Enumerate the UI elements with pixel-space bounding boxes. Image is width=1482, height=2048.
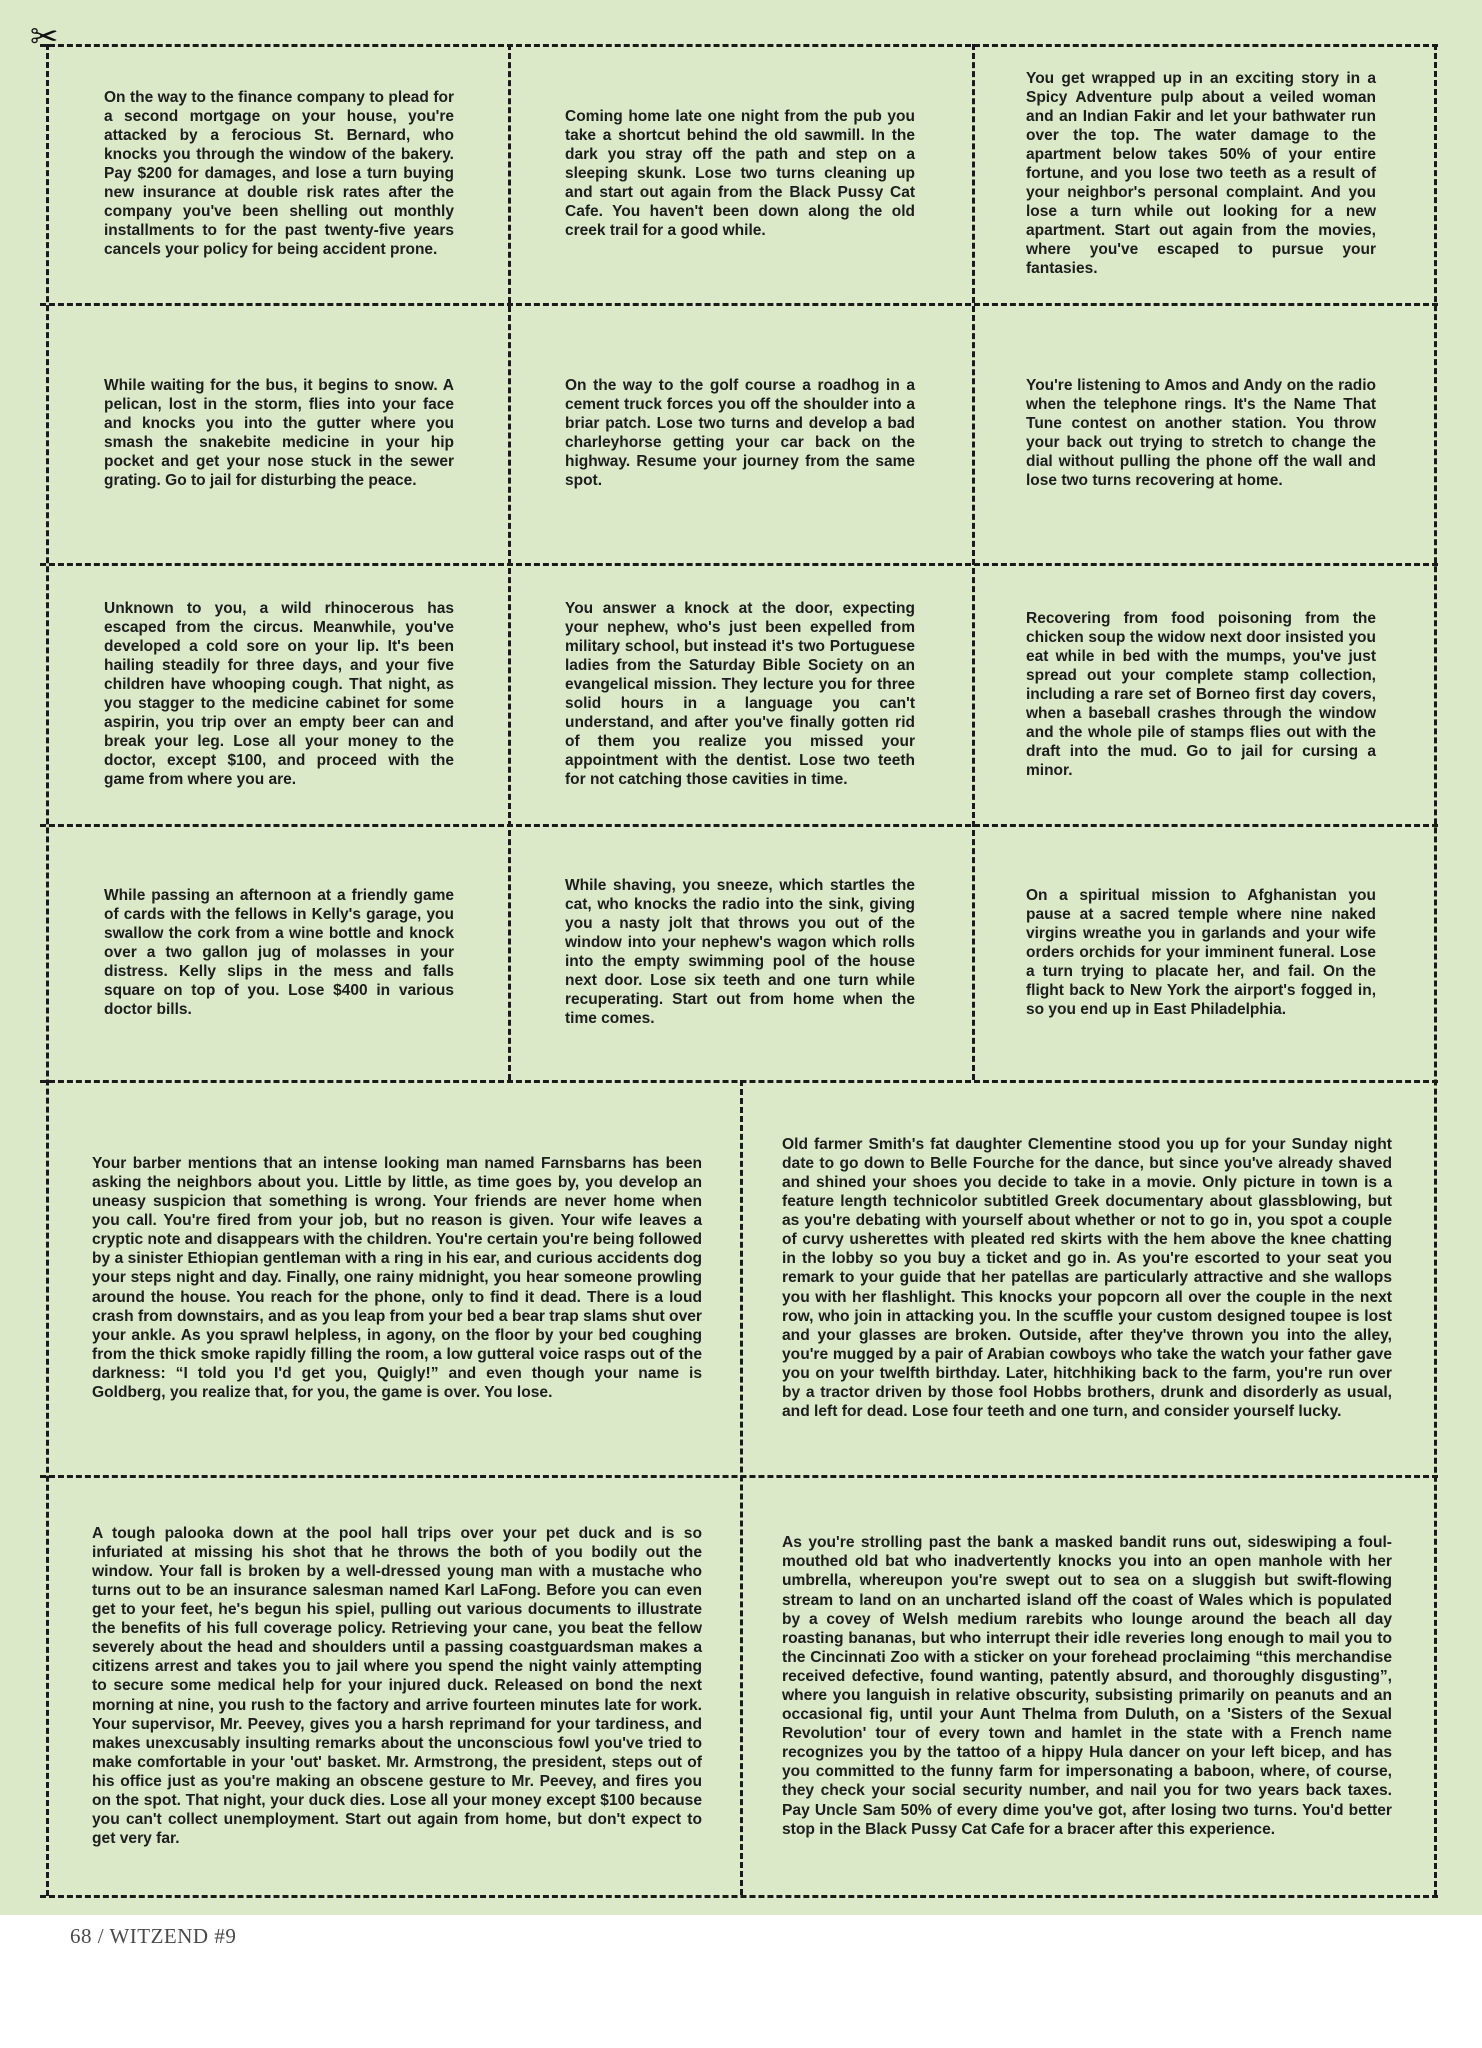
card-text: A tough palooka down at the pool hall trips over your pet duck and is so infuriated at missing his shot that he throws the both of you bodily out the window. Your fall is broken by a well-dressed young man with a mustache who turns out to be an insurance salesman named Karl LaFong. Before you can even get to your feet, he's begun his spiel, pulling out various documents to illustrate the benefits of his full coverage policy. Retrieving your cane, you beat the fellow severely about the head and shoulders until a passing coastguardsman makes a citizens arrest and takes you to jail where you spend the night vainly attempting to secure some medical help for your injured duck. Released on bond the next morning at nine, you rush to the factory and arrive fourteen minutes late for work. Your supervisor, Mr. Peevey, gives you a harsh reprimand for your tardiness, and makes unexcusably insulting remarks about the unconscious fowl you've tried to make comfortable in your 'out' basket. Mr. Armstrong, the president, steps out of his office just as you're making an obscene gesture to Mr. Peevey, and fires you on the spot. That night, your duck dies. Lose all your money except $100 because you can't collect unemployment. Start out again from home, but don't expect to get very far. xyxy=(92,1524,702,1848)
cut-line xyxy=(740,1080,743,1895)
card-text: Old farmer Smith's fat daughter Clementine stood you up for your Sunday night date to go down to Belle Fourche for the dance, but since you've already shaved and shined your shoes you decide to take in a movie. Only picture in town is a feature length technicolor subtitled Greek documentary about glassblowing, but as you're debating with yourself about whether or not to go in, you spot a couple of curvy usherettes with pleated red skirts with the hem above the knee chatting in the lobby so you buy a ticket and go in. As you're escorted to your seat you remark to your guide that her patellas are particularly attractive and she wallops you with her flashlight. This knocks your popcorn all over the couple in the next row, who join in attacking you. In the scuffle your custom designed toupee is lost and your glasses are broken. Outside, after they've thrown you into the alley, you're mugged by a pair of Arabian cowboys who take the watch your father gave you on your twelfth birthday. Later, hitchhiking back to the farm, you're run over by a tractor driven by those fool Hobbs brothers, drunk and disorderly as usual, and left for dead. Lose four teeth and one turn, and consider yourself lucky. xyxy=(782,1135,1392,1421)
cut-line xyxy=(46,44,49,1896)
cut-line xyxy=(40,1895,1438,1898)
cut-line xyxy=(40,44,1438,47)
scissors-icon: ✂ xyxy=(30,17,59,57)
game-card xyxy=(104,316,454,550)
card-text: As you're strolling past the bank a masked bandit runs out, sideswiping a foul-mouthed old bat who inadvertently knocks you into an open manhole with her umbrella, whereupon you're swept out to sea on a sluggish but swift-flowing stream to land on an uncharted island off the coast of Wales which is populated by a covey of Welsh medium rarebits who lounge around the beach all day roasting bananas, but who interrupt their idle reveries long enough to mail you to the Cincinnati Zoo with a sticker on your forehead proclaiming “this merchandise received defective, found wanting, patently absurd, and thoroughly disgusting”, where you languish in relative obscurity, subsisting primarily on peanuts and an occasional fig, until your Aunt Thelma from Duluth, on a 'Sisters of the Sexual Revolution' tour of every town and hamlet in the state with a French name recognizes you by the tattoo of a hippy Hula dancer on your left bicep, and has you committed to the funny farm for impersonating a baboon, where, of course, they check your social security number, and nail you for two years back taxes. Pay Uncle Sam 50% of every dime you've got, after losing two turns. You'd better stop in the Black Pussy Cat Cafe for a bracer after this experience. xyxy=(782,1534,1392,1838)
cut-line xyxy=(972,44,975,1080)
card-text: While passing an afternoon at a friendly game of cards with the fellows in Kelly's garage, you swallow the cork from a wine bottle and knock over a two gallon jug of molasses in your distress. Kelly slips in the mess and falls square on top of you. Lose $400 in various doctor bills. xyxy=(104,886,454,1018)
game-card xyxy=(92,1486,702,1886)
card-text: Coming home late one night from the pub you take a shortcut behind the old sawmill. In the dark you stray off the path and step on a sleeping skunk. Lose two turns cleaning up and start out again from the Black Pussy Cat Cafe. You haven't been down along the old creek trail for a good while. xyxy=(565,107,915,239)
card-text: You're listening to Amos and Andy on the radio when the telephone rings. It's the Name That Tune contest on another station. You throw your back out trying to stretch to change the dial without pulling the phone off the wall and lose two turns recovering at home. xyxy=(1026,377,1376,489)
cut-line xyxy=(1434,44,1437,1896)
card-text: On the way to the finance company to plead for a second mortgage on your house, you're attacked by a ferocious St. Bernard, who knocks you through the window of the bakery. Pay $200 for damages, and lose a turn buying new insurance at double risk rates after the company you've been shelling out monthly installments to for the past twenty-five years cancels your policy for being accident prone. xyxy=(104,88,454,258)
game-card xyxy=(782,1486,1392,1886)
game-card xyxy=(565,576,915,812)
card-text: Unknown to you, a wild rhinocerous has escaped from the circus. Meanwhile, you've developed a cold sore on your lip. It's been hailing steadily for three days, and your five children have whooping cough. That night, as you stagger to the medicine cabinet for some aspirin, you trip over an empty beer can and break your leg. Lose all your money to the doctor, except $100, and proceed with the game from where you are. xyxy=(104,600,454,788)
game-card xyxy=(565,56,915,290)
card-text: You answer a knock at the door, expecting your nephew, who's just been expelled from military school, but instead it's two Portuguese ladies from the Saturday Bible Society on an evangelical mission. They lecture you for three solid hours in a language you can't understand, and after you've finally gotten rid of them you realize you missed your appointment with the dentist. Lose two teeth for not catching those cavities in time. xyxy=(565,600,915,788)
game-card xyxy=(104,576,454,812)
card-text: On a spiritual mission to Afghanistan you pause at a sacred temple where nine naked virgins wreathe you in garlands and your wife orders orchids for your imminent funeral. Lose a turn trying to placate her, and fail. On the flight back to New York the airport's fogged in, so you end up in East Philadelphia. xyxy=(1026,886,1376,1018)
game-card xyxy=(104,836,454,1068)
card-text: Recovering from food poisoning from the chicken soup the widow next door insisted you eat while in bed with the mumps, you've just spread out your complete stamp collection, including a rare set of Borneo first day covers, when a baseball crashes through the window and the whole pile of stamps flies out with the draft into the mud. Go to jail for cursing a minor. xyxy=(1026,609,1376,779)
card-text: While shaving, you sneeze, which startles the cat, who knocks the radio into the sink, giving you a nasty jolt that throws you out of the window into your nephew's wagon which rolls into the empty swimming pool of the house next door. Lose six teeth and one turn while recuperating. Start out from home when the time comes. xyxy=(565,877,915,1027)
game-card xyxy=(565,836,915,1068)
page-footer: 68 / WITZEND #9 xyxy=(70,1924,237,1948)
game-card xyxy=(92,1090,702,1466)
game-card xyxy=(1026,836,1376,1068)
cut-line xyxy=(40,303,1438,306)
game-card xyxy=(104,56,454,290)
game-card xyxy=(1026,56,1376,290)
cut-line xyxy=(40,824,1438,827)
card-text: On the way to the golf course a roadhog in a cement truck forces you off the shoulder into a briar patch. Lose two turns and develop a bad charleyhorse getting your car back on the highway. Resume your journey from the same spot. xyxy=(565,377,915,489)
card-text: Your barber mentions that an intense looking man named Farnsbarns has been asking the neighbors about you. Little by little, as time goes by, you develop an uneasy suspicion that something is wrong. Your friends are never home when you call. You're fired from your job, but no reason is given. Your wife leaves a cryptic note and disappears with the children. You're certain you're being followed by a sinister Ethiopian gentleman with a ring in his ear, and curious accidents dog your steps night and day. Finally, one rainy midnight, you hear someone prowling around the house. You reach for the phone, only to find it dead. There is a loud crash from downstairs, and as you leap from your bed a bear trap slams shut over your ankle. As you sprawl helpless, in agony, on the floor by your bed coughing from the thick smoke rapidly filling the room, a low gutteral voice rasps out of the darkness: “I told you I'd get you, Quigly!” and even though your name is Goldberg, you realize that, for you, the game is over. You lose. xyxy=(92,1154,702,1402)
card-text: You get wrapped up in an exciting story in a Spicy Adventure pulp about a veiled woman and an Indian Fakir and let your bathwater run over the top. The water damage to the apartment below takes 50% of your entire fortune, and you lose two teeth as a result of your neighbor's personal complaint. And you lose a turn while out looking for a new apartment. Start out again from the movies, where you've escaped to pursue your fantasies. xyxy=(1026,69,1376,277)
cut-line xyxy=(508,44,511,1080)
card-text: While waiting for the bus, it begins to snow. A pelican, lost in the storm, flies into your face and knocks you into the gutter where you smash the snakebite medicine in your hip pocket and get your nose stuck in the sewer grating. Go to jail for disturbing the peace. xyxy=(104,377,454,489)
cut-line xyxy=(40,563,1438,566)
game-card xyxy=(1026,576,1376,812)
game-card xyxy=(782,1090,1392,1466)
game-card xyxy=(565,316,915,550)
cut-line xyxy=(40,1080,1438,1083)
cut-line xyxy=(40,1475,1438,1478)
game-card xyxy=(1026,316,1376,550)
